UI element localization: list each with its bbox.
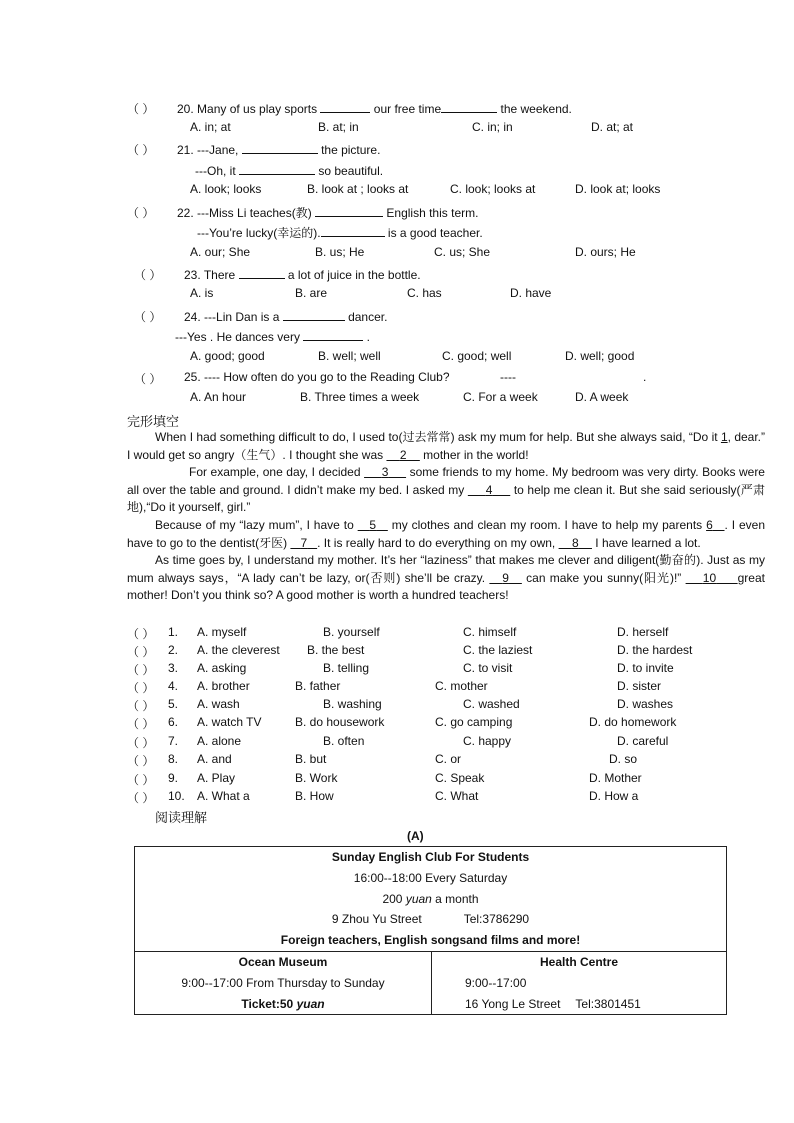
text: can make you sunny(阳光)!” — [521, 570, 686, 585]
reading-heading: 阅读理解 — [155, 810, 208, 825]
q-text: so beautiful. — [318, 164, 384, 178]
text: great mother! Don’t you think so? A good mother is worth a hundred teachers! — [127, 570, 765, 603]
answer-blank[interactable] — [321, 224, 385, 237]
option-b[interactable]: B. father — [295, 679, 341, 693]
option-a[interactable]: A. brother — [197, 679, 250, 693]
museum-ticket — [135, 994, 431, 1015]
option-c[interactable]: C. us; She — [434, 245, 491, 259]
option-a[interactable]: A. What a — [197, 789, 250, 803]
text: to help me clean it. But she said seriously(严肃地),“Do it yourself, girl.” — [127, 482, 765, 515]
paren: （ ） — [127, 717, 155, 731]
paren: （ ） — [127, 791, 155, 805]
option-a[interactable]: A. and — [197, 752, 232, 766]
club-title: Sunday English Club For Students — [331, 850, 530, 864]
health-tel: Tel:3801451 — [575, 996, 641, 1011]
blank-10[interactable] — [686, 571, 738, 585]
q-num: 9. — [168, 771, 179, 785]
text: 9 — [502, 570, 509, 585]
answer-blank[interactable] — [315, 204, 383, 217]
option-b[interactable]: B. are — [295, 286, 328, 300]
text: Because of my “lazy mum”, I have to — [155, 517, 358, 532]
blank-4[interactable] — [468, 483, 510, 497]
text: For example, one day, I decided — [189, 465, 365, 480]
text: mother in the world! — [419, 447, 529, 462]
option-b[interactable]: B. How — [295, 789, 334, 803]
text: I have learned a lot. — [591, 535, 701, 550]
answer-blank[interactable] — [239, 162, 315, 175]
paren-25: （ ） — [134, 372, 162, 386]
answer-blank[interactable] — [239, 266, 285, 279]
paren: （ ） — [127, 773, 155, 787]
q-text: a lot of juice in the bottle. — [287, 268, 421, 282]
option-d[interactable]: D. do homework — [589, 715, 677, 729]
option-a[interactable]: A. look; looks — [190, 182, 262, 196]
text: 8 — [571, 535, 579, 550]
notice-table — [134, 846, 727, 1015]
q-text: ---Yes . He dances very — [175, 330, 300, 344]
question-21-line2 — [195, 162, 383, 178]
q-text: is a good teacher. — [387, 226, 483, 240]
option-d[interactable]: D. How a — [589, 789, 639, 803]
blank-9[interactable] — [489, 571, 521, 585]
option-b[interactable]: B. but — [295, 752, 327, 766]
ocean-museum-cell — [135, 951, 432, 1014]
club-footer: Foreign teachers, English songsand films and more! — [280, 933, 581, 948]
answer-blank[interactable] — [242, 141, 318, 154]
option-b[interactable]: B. Three times a week — [300, 390, 420, 404]
q-num: 21. — [177, 143, 194, 157]
paren-24: （ ） — [134, 310, 162, 324]
option-a[interactable]: A. good; good — [190, 349, 265, 363]
option-c[interactable]: C. himself — [463, 625, 517, 639]
option-c[interactable]: C. good; well — [442, 349, 512, 363]
q-text: Many of us play sports — [197, 102, 318, 116]
question-23 — [184, 266, 421, 282]
ticket-unit: yuan — [296, 996, 325, 1011]
paren-21: （ ） — [127, 143, 155, 157]
health-hours: 9:00--17:00 — [465, 975, 527, 990]
q-num: 2. — [168, 643, 179, 657]
q-text: . — [366, 330, 370, 344]
blank-8[interactable] — [559, 536, 592, 550]
answer-blank[interactable] — [522, 370, 640, 385]
section-label: (A) — [407, 829, 424, 843]
q-num: 1. — [168, 625, 179, 639]
blank-6[interactable] — [706, 518, 724, 532]
option-a[interactable]: A. in; at — [190, 120, 231, 134]
text: 3 — [381, 465, 389, 480]
option-c[interactable]: C. has — [407, 286, 442, 300]
option-c[interactable]: C. happy — [463, 734, 512, 748]
option-d[interactable]: D. have — [510, 286, 552, 300]
q-text: the weekend. — [500, 102, 572, 116]
option-a[interactable]: A. the cleverest — [197, 643, 280, 657]
q-num: 6. — [168, 715, 179, 729]
question-22 — [177, 204, 478, 221]
club-tel: Tel:3786290 — [463, 912, 530, 927]
paren-22: （ ） — [127, 206, 155, 220]
english-club-cell — [135, 847, 727, 952]
club-price — [135, 889, 726, 910]
q-text: English this term. — [386, 206, 479, 220]
blank-2[interactable] — [386, 448, 419, 462]
option-b[interactable]: B. do housework — [295, 715, 385, 729]
q-num: 3. — [168, 661, 179, 675]
option-d[interactable]: D. A week — [575, 390, 629, 404]
paragraph-2 — [127, 464, 765, 517]
question-20 — [177, 100, 572, 116]
q-num: 8. — [168, 752, 179, 766]
q-num: 25. — [184, 370, 201, 384]
q-text: There — [203, 268, 236, 282]
text: some friends to my home. My bedroom was very dirty. Books were all over the table and ground. I didn’t make my bed. I asked my — [127, 465, 765, 497]
answer-blank[interactable] — [283, 308, 345, 321]
text: 2 — [399, 447, 407, 462]
q-text: ---Oh, it — [195, 164, 236, 178]
health-centre-cell — [432, 951, 727, 1014]
option-b[interactable]: B. at; in — [318, 120, 359, 134]
paragraph-3 — [127, 517, 765, 552]
option-b[interactable]: B. the best — [307, 643, 365, 657]
health-title: Health Centre — [539, 954, 619, 969]
option-a[interactable]: A. asking — [197, 661, 247, 675]
option-d[interactable]: D. look at; looks — [575, 182, 661, 196]
option-b[interactable]: B. look at ; looks at — [307, 182, 409, 196]
cloze-passage — [127, 429, 765, 605]
option-c[interactable]: C. For a week — [463, 390, 538, 404]
price-unit: yuan — [405, 891, 432, 906]
question-24 — [184, 308, 387, 324]
option-c[interactable]: C. to visit — [463, 661, 513, 675]
text: . It is really hard to do everything on my own, — [317, 535, 559, 550]
q-num: 22. — [177, 206, 194, 220]
option-b[interactable]: B. washing — [323, 697, 382, 711]
museum-hours: 9:00--17:00 From Thursday to Sunday — [181, 975, 385, 990]
q-num: 20. — [177, 102, 194, 116]
q-text: ---You’re lucky(幸运的). — [197, 226, 321, 240]
option-c[interactable]: C. washed — [463, 697, 520, 711]
paren: （ ） — [127, 754, 155, 768]
text: When I had something difficult to do, I used to(过去常常) ask my mum for help. But she always said, “Do it — [155, 430, 721, 444]
text: 10 — [702, 570, 717, 585]
club-address: 9 Zhou Yu Street — [331, 912, 422, 927]
blank-3[interactable] — [364, 465, 406, 479]
q-num: 4. — [168, 679, 179, 693]
option-b[interactable]: B. often — [323, 734, 365, 748]
health-address: 16 Yong Le Street — [465, 996, 561, 1011]
option-b[interactable]: B. yourself — [323, 625, 380, 639]
answer-blank[interactable] — [303, 328, 363, 341]
question-22-line2 — [197, 224, 483, 241]
option-c[interactable]: C. Speak — [435, 771, 485, 785]
price-rest: a month — [431, 891, 479, 906]
q-text: ---Lin Dan is a — [204, 310, 280, 324]
paren: （ ） — [127, 736, 155, 750]
text: 6 — [706, 517, 713, 532]
q-text: our free time — [373, 102, 442, 116]
answer-blank[interactable] — [441, 100, 497, 113]
option-a[interactable]: A. alone — [197, 734, 242, 748]
text: my clothes and clean my room. I have to help my parents — [387, 517, 707, 532]
option-a[interactable]: A. An hour — [190, 390, 247, 404]
q-num: 10. — [168, 789, 185, 803]
paren: （ ） — [127, 663, 155, 677]
period: . — [643, 370, 647, 384]
blank-7[interactable] — [290, 536, 317, 550]
q-num: 23. — [184, 268, 201, 282]
option-d[interactable]: D. herself — [617, 625, 669, 639]
option-d[interactable]: D. careful — [617, 734, 669, 748]
q-text: ---Miss Li teaches(教) — [197, 206, 312, 220]
answer-dash: ---- — [500, 370, 516, 384]
option-b[interactable]: B. well; well — [318, 349, 381, 363]
q-num: 7. — [168, 734, 179, 748]
q-text: dancer. — [348, 310, 388, 324]
answer-blank[interactable] — [320, 100, 370, 113]
option-c[interactable]: C. go camping — [435, 715, 513, 729]
option-b[interactable]: B. us; He — [315, 245, 365, 259]
option-d[interactable]: D. at; at — [591, 120, 634, 134]
option-d[interactable]: D. well; good — [565, 349, 635, 363]
question-24-line2 — [175, 328, 370, 344]
text: . I even have to go to the dentist(牙医) — [127, 517, 766, 550]
question-21 — [177, 141, 380, 157]
paragraph-1 — [127, 429, 765, 464]
option-a[interactable]: A. myself — [197, 625, 247, 639]
text: As time goes by, I understand my mother. It’s her “laziness” that makes me clever and diligent(勤奋的). Just as my mum always says，“A lady can’t be lazy, or(否则) she’ll be crazy. — [127, 553, 765, 585]
paren-20: （ ） — [127, 102, 155, 116]
q-text: ---Jane, — [197, 143, 239, 157]
blank-1[interactable]: 1 — [720, 430, 728, 444]
option-d[interactable]: D. ours; He — [575, 245, 636, 259]
cloze-heading: 完形填空 — [127, 414, 180, 429]
q-text: the picture. — [321, 143, 381, 157]
option-d[interactable]: D. so — [609, 752, 638, 766]
option-c[interactable]: C. look; looks at — [450, 182, 536, 196]
q-num: 24. — [184, 310, 201, 324]
option-a[interactable]: A. Play — [197, 771, 236, 785]
paren: （ ） — [127, 681, 155, 695]
option-d[interactable]: D. the hardest — [617, 643, 693, 657]
paren: （ ） — [127, 627, 155, 641]
price-num: 200 — [382, 891, 406, 906]
paren-23: （ ） — [134, 268, 162, 282]
text: 4 — [485, 482, 493, 497]
ticket-text: Ticket:50 — [241, 996, 297, 1011]
option-c[interactable]: C. in; in — [472, 120, 513, 134]
option-d[interactable]: D. sister — [617, 679, 662, 693]
option-c[interactable]: C. or — [435, 752, 462, 766]
option-a[interactable]: A. is — [190, 286, 214, 300]
club-address-line — [135, 909, 726, 930]
paragraph-4 — [127, 552, 765, 605]
option-a[interactable]: A. watch TV — [197, 715, 262, 729]
q-text: ---- How often do you go to the Reading Club? — [204, 370, 450, 384]
option-c[interactable]: C. What — [435, 789, 479, 803]
text: 7 — [300, 535, 308, 550]
question-25 — [184, 370, 450, 384]
option-c[interactable]: C. mother — [435, 679, 488, 693]
text: , dear.” I would get so angry（生气）. I thought she was — [127, 430, 766, 462]
option-b[interactable]: B. telling — [323, 661, 370, 675]
option-a[interactable]: A. our; She — [190, 245, 251, 259]
option-d[interactable]: D. washes — [617, 697, 674, 711]
option-a[interactable]: A. wash — [197, 697, 240, 711]
paren: （ ） — [127, 699, 155, 713]
blank-5[interactable] — [358, 518, 388, 532]
option-d[interactable]: D. Mother — [589, 771, 642, 785]
q-num: 5. — [168, 697, 179, 711]
club-time: 16:00--18:00 Every Saturday — [353, 870, 508, 885]
text: 5 — [369, 517, 377, 532]
option-d[interactable]: D. to invite — [617, 661, 674, 675]
health-address-line — [432, 994, 726, 1015]
museum-title: Ocean Museum — [238, 954, 328, 969]
option-b[interactable]: B. Work — [295, 771, 338, 785]
paren: （ ） — [127, 645, 155, 659]
option-c[interactable]: C. the laziest — [463, 643, 533, 657]
